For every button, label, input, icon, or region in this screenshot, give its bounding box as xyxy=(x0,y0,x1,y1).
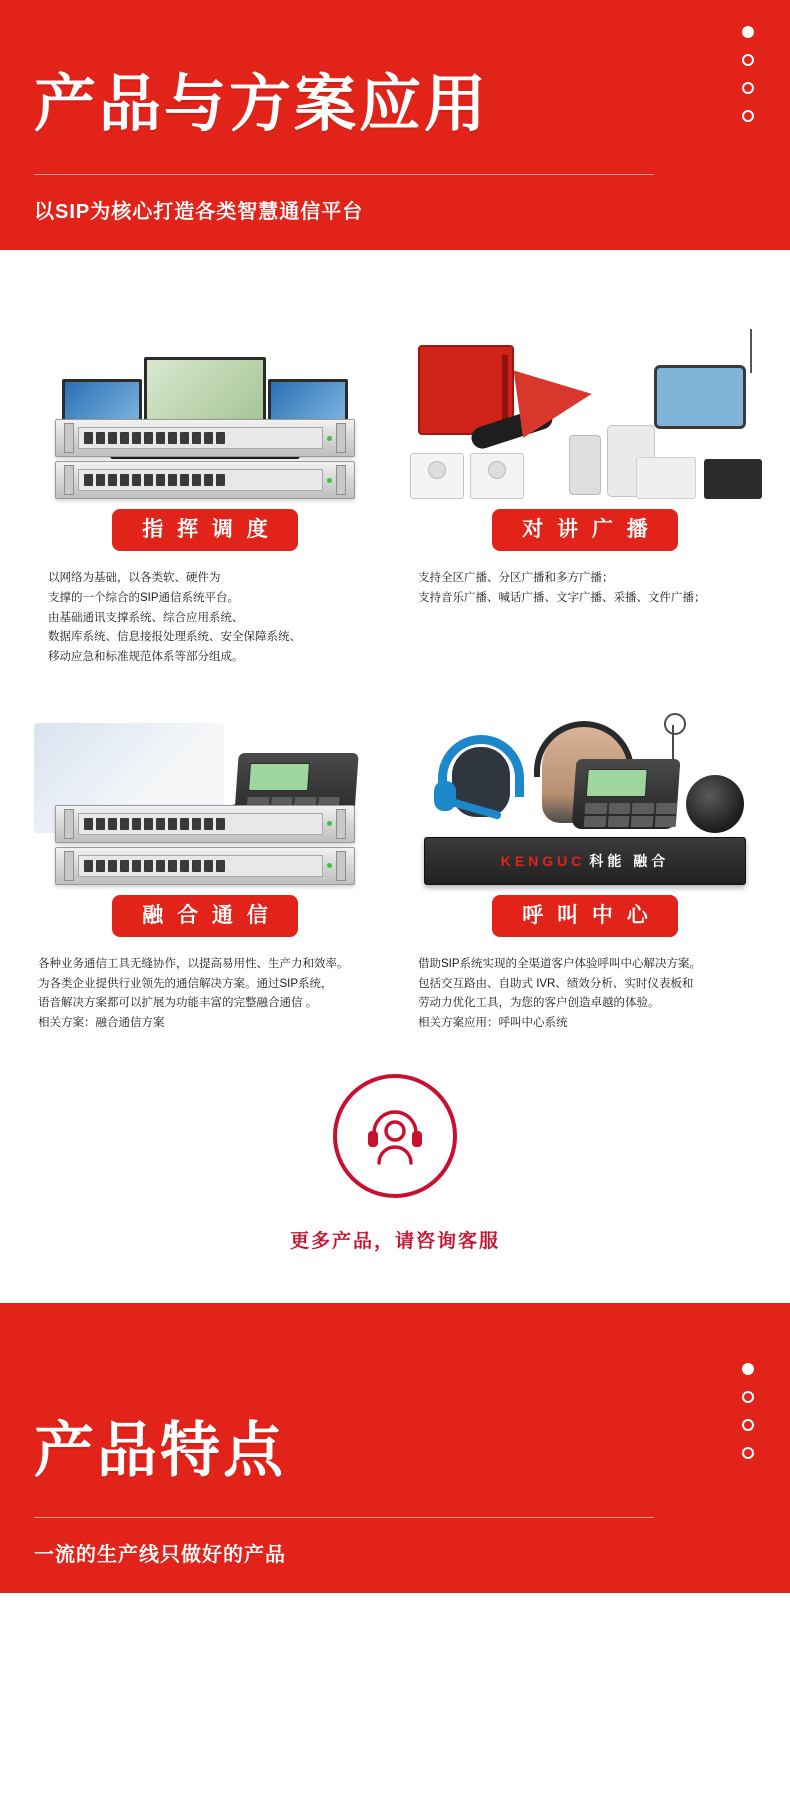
rack-brand-name: KENGUC xyxy=(500,852,586,869)
speaker-module-icon xyxy=(704,459,762,499)
title-divider xyxy=(34,1517,654,1518)
decor-dot-filled xyxy=(742,26,754,38)
product-image-unified-communication xyxy=(20,680,390,885)
product-cards-section xyxy=(0,250,790,1303)
rack-brand-name-cn: 科能 融合 xyxy=(589,852,670,869)
product-card-command-dispatch xyxy=(20,264,390,674)
server-rack-icon xyxy=(55,847,355,885)
wall-intercom-icon xyxy=(470,453,524,499)
headset-operator-icon xyxy=(434,729,530,837)
contact-cta-text: 更多产品，请咨询客服 xyxy=(289,1230,500,1252)
page-title: 产品与方案应用 xyxy=(34,70,490,139)
contact-cta-block[interactable] xyxy=(0,1040,790,1279)
decor-dot-outline xyxy=(742,54,754,66)
product-description-command-dispatch: 以网络为基础，以各类软、硬件为 支撑的一个综合的SIP通信系统平台。 由基础通讯支撑系统、综合应用系统、 数据库系统、信息接报处理系统、安全保障系统、 移动应急和标准规范体系等部分组成。 xyxy=(48,572,301,664)
ip-desk-phone-icon xyxy=(572,759,681,829)
product-label-command-dispatch: 指 挥 调 度 xyxy=(112,509,298,551)
page-subtitle: 以SIP为核心打造各类智慧通信平台 xyxy=(34,201,364,223)
decor-dot-column-top xyxy=(742,26,754,122)
branded-server-rack xyxy=(424,837,746,885)
decor-dot-outline xyxy=(742,82,754,94)
decor-dot-outline xyxy=(742,110,754,122)
product-label-unified-communication: 融 合 通 信 xyxy=(112,895,298,937)
loudspeaker-horn-icon xyxy=(514,360,597,438)
server-rack-icon xyxy=(55,461,355,499)
hero-banner-bottom xyxy=(0,1303,790,1593)
decor-dot-outline xyxy=(742,1447,754,1459)
round-speaker-icon xyxy=(686,775,744,833)
product-card-grid xyxy=(0,264,790,1040)
server-rack-icon xyxy=(55,805,355,843)
headset-agent-icon xyxy=(333,1074,457,1198)
product-card-call-center xyxy=(400,680,770,1040)
section-subtitle-features: 一流的生产线只做好的产品 xyxy=(34,1543,286,1566)
decor-dot-filled xyxy=(742,1363,754,1375)
product-label-call-center: 呼 叫 中 心 xyxy=(492,895,678,937)
hero-banner-top xyxy=(0,0,790,250)
section-title-features: 产品特点 xyxy=(34,1416,286,1484)
decor-dot-outline xyxy=(742,1419,754,1431)
product-description-call-center: 借助SIP系统实现的全渠道客户体验呼叫中心解决方案。 包括交互路由、自助式 IVR、绩效分析、实时仪表板和 劳动力优化工具，为您的客户创造卓越的体验。 相关方案应用：呼叫中心系统 xyxy=(418,957,702,1030)
product-image-command-dispatch xyxy=(20,264,390,499)
wall-intercom-icon xyxy=(410,453,464,499)
decor-dot-outline xyxy=(742,1391,754,1403)
speaker-module-icon xyxy=(636,457,696,499)
product-card-unified-communication xyxy=(20,680,390,1040)
decor-dot-column-bottom xyxy=(742,1363,754,1459)
title-divider xyxy=(34,174,654,175)
product-card-intercom-broadcast xyxy=(400,264,770,674)
product-label-intercom-broadcast: 对 讲 广 播 xyxy=(492,509,678,551)
handheld-terminal-icon xyxy=(569,435,601,495)
section-spacer xyxy=(0,1279,790,1303)
server-rack-icon xyxy=(55,419,355,457)
gooseneck-mic-icon xyxy=(750,329,752,373)
product-description-unified-communication: 各种业务通信工具无缝协作，以提高易用性、生产力和效率。 为各类企业提供行业领先的通信解决方案。通过SIP系统， 语音解决方案都可以扩展为功能丰富的完整融合通信 。 相关方案：融合通信方案 xyxy=(38,957,349,1030)
product-image-call-center xyxy=(400,680,770,885)
product-description-intercom-broadcast: 支持全区广播、分区广播和多方广播； 支持音乐广播、喊话广播、文字广播、采播、文件广播； xyxy=(418,572,706,604)
product-image-intercom-broadcast xyxy=(400,264,770,499)
intercom-tablet-icon xyxy=(654,365,746,429)
